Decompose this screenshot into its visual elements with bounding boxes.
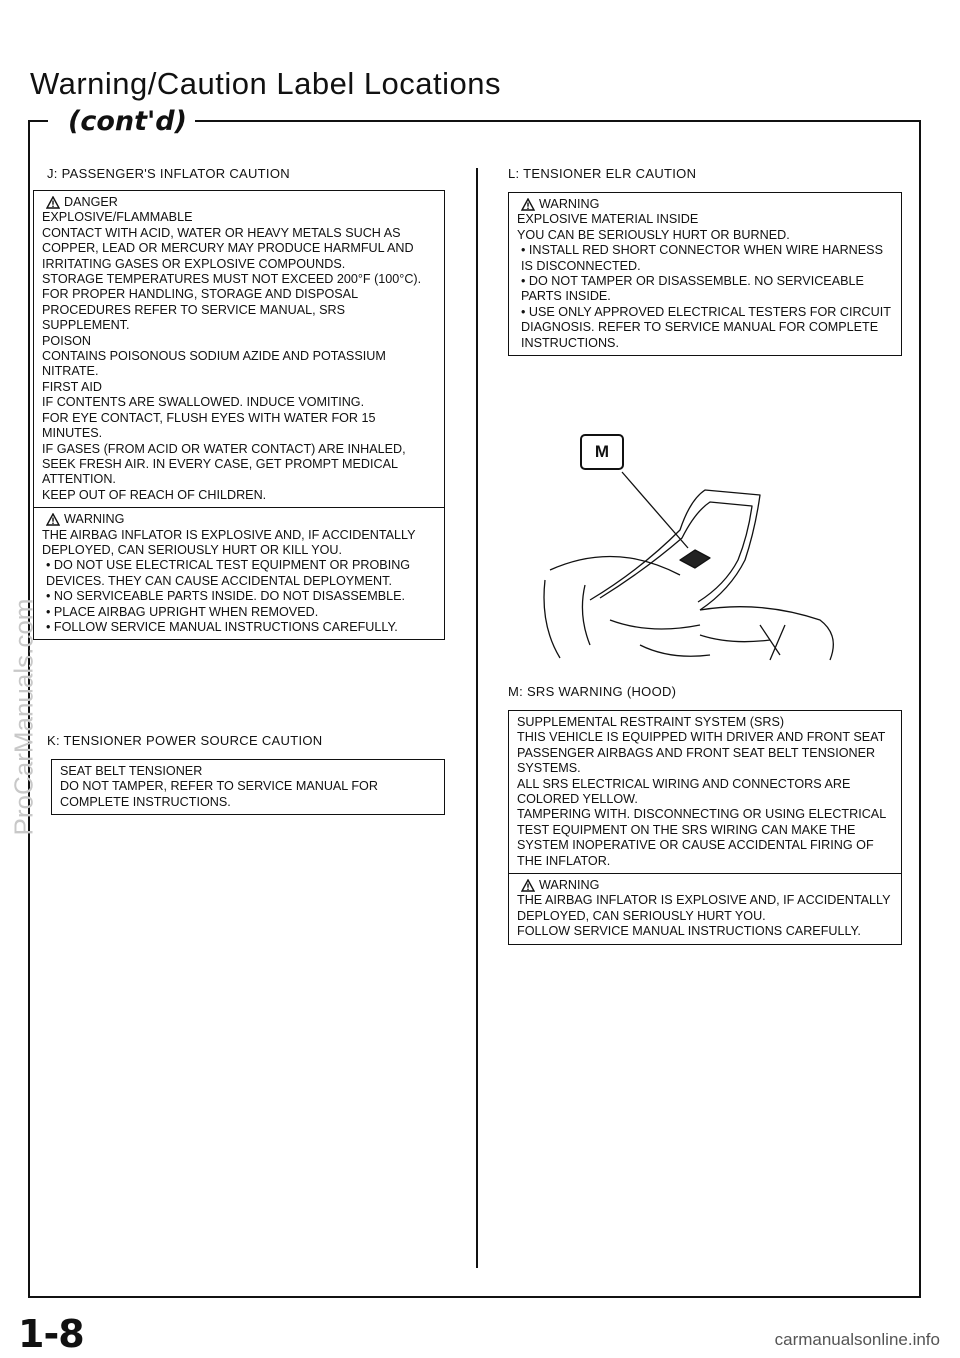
danger-line: IF CONTENTS ARE SWALLOWED. INDUCE VOMITING. <box>42 395 365 410</box>
label-k-line: DO NOT TAMPER, REFER TO SERVICE MANUAL FOR COMPLETE INSTRUCTIONS. <box>60 779 378 809</box>
label-l-bullet: • DO NOT TAMPER OR DISASSEMBLE. NO SERVICEABLE PARTS INSIDE. <box>521 274 864 304</box>
danger-line: CONTACT WITH ACID, WATER OR HEAVY METALS SUCH AS COPPER, LEAD OR MERCURY MAY PRODUCE HARMFUL AND IRRITATING GASES OR EXPLOSIVE COMPOUNDS. <box>42 225 414 271</box>
page-number: 1-8 <box>18 1312 84 1356</box>
label-l-box <box>508 192 902 356</box>
label-l-heading: L: TENSIONER ELR CAUTION <box>508 166 697 181</box>
page-subtitle: (cont'd) <box>60 106 195 137</box>
label-k-line: SEAT BELT TENSIONER <box>60 764 203 778</box>
watermark: ProCarManuals.com <box>8 598 39 836</box>
label-m-line: ALL SRS ELECTRICAL WIRING AND CONNECTORS ARE COLORED YELLOW. <box>517 776 851 807</box>
label-m-line: THIS VEHICLE IS EQUIPPED WITH DRIVER AND FRONT SEAT PASSENGER AIRBAGS AND FRONT SEAT BELT TENSIONER SYSTEMS. <box>517 730 886 776</box>
page-title: Warning/Caution Label Locations <box>30 66 502 101</box>
label-l-bullet: • USE ONLY APPROVED ELECTRICAL TESTERS FOR CIRCUIT DIAGNOSIS. REFER TO SERVICE MANUAL FOR COMPLETE INSTRUCTIONS. <box>521 304 891 350</box>
danger-line: POISON <box>42 333 91 348</box>
label-m-line: SUPPLEMENTAL RESTRAINT SYSTEM (SRS) <box>517 715 785 729</box>
warning-title: WARNING <box>539 878 600 893</box>
label-l-lead: EXPLOSIVE MATERIAL INSIDE <box>517 212 699 227</box>
danger-section <box>34 191 444 507</box>
warning-triangle-icon <box>521 198 535 211</box>
label-l-bullet: • INSTALL RED SHORT CONNECTOR WHEN WIRE HARNESS IS DISCONNECTED. <box>521 243 883 273</box>
column-divider <box>476 168 478 1268</box>
danger-line: CONTAINS POISONOUS SODIUM AZIDE AND POTASSIUM NITRATE. <box>42 349 386 379</box>
hood-illustration <box>530 420 910 680</box>
warning-bullet: • DO NOT USE ELECTRICAL TEST EQUIPMENT OR PROBING DEVICES. THEY CAN CAUSE ACCIDENTAL DEPLOYMENT. <box>46 558 411 588</box>
danger-line: EXPLOSIVE/FLAMMABLE <box>42 210 193 225</box>
warning-triangle-icon <box>521 879 535 892</box>
warning-title: WARNING <box>64 512 125 527</box>
label-m-heading: M: SRS WARNING (HOOD) <box>508 684 677 699</box>
footer-site: carmanualsonline.info <box>774 1330 940 1349</box>
label-l-lead: YOU CAN BE SERIOUSLY HURT OR BURNED. <box>517 227 790 242</box>
danger-line: FIRST AID <box>42 379 102 394</box>
danger-title: DANGER <box>64 195 118 209</box>
label-k-heading: K: TENSIONER POWER SOURCE CAUTION <box>47 733 323 748</box>
label-j-box <box>33 190 445 640</box>
label-m-line: TAMPERING WITH. DISCONNECTING OR USING ELECTRICAL TEST EQUIPMENT ON THE SRS WIRING CAN MAKE THE SYSTEM INOPERATIVE OR CAUSE ACCIDENTAL FIRING OF THE INFLATOR. <box>517 807 886 868</box>
warning-triangle-icon <box>46 513 60 526</box>
warning-section <box>34 507 444 639</box>
label-m-warning-line: FOLLOW SERVICE MANUAL INSTRUCTIONS CAREFULLY. <box>517 924 861 939</box>
label-j-heading: J: PASSENGER'S INFLATOR CAUTION <box>47 166 290 181</box>
danger-line: FOR EYE CONTACT, FLUSH EYES WITH WATER FOR 15 MINUTES. <box>42 410 376 441</box>
danger-line: STORAGE TEMPERATURES MUST NOT EXCEED 200°F (100°C). FOR PROPER HANDLING, STORAGE AND DISPOSAL PROCEDURES REFER TO SERVICE MANUAL, SRS SUPPLEMENT. <box>42 272 422 333</box>
danger-line: KEEP OUT OF REACH OF CHILDREN. <box>42 487 267 502</box>
danger-line: IF GASES (FROM ACID OR WATER CONTACT) ARE INHALED, SEEK FRESH AIR. IN EVERY CASE, GET PROMPT MEDICAL ATTENTION. <box>42 441 406 487</box>
label-k-box <box>51 759 445 815</box>
warning-bullet: • FOLLOW SERVICE MANUAL INSTRUCTIONS CAREFULLY. <box>46 619 398 634</box>
warning-bullet: • PLACE AIRBAG UPRIGHT WHEN REMOVED. <box>46 604 319 619</box>
label-m-warning-line: THE AIRBAG INFLATOR IS EXPLOSIVE AND, IF ACCIDENTALLY DEPLOYED, CAN SERIOUSLY HURT YOU. <box>517 893 891 923</box>
callout-tag-m: M <box>580 434 624 470</box>
warning-lead: THE AIRBAG INFLATOR IS EXPLOSIVE AND, IF ACCIDENTALLY DEPLOYED, CAN SERIOUSLY HURT OR KILL YOU. <box>42 527 416 557</box>
warning-title: WARNING <box>539 197 600 211</box>
warning-triangle-icon <box>46 196 60 209</box>
warning-bullet: • NO SERVICEABLE PARTS INSIDE. DO NOT DISASSEMBLE. <box>46 589 406 604</box>
label-m-box <box>508 710 902 945</box>
